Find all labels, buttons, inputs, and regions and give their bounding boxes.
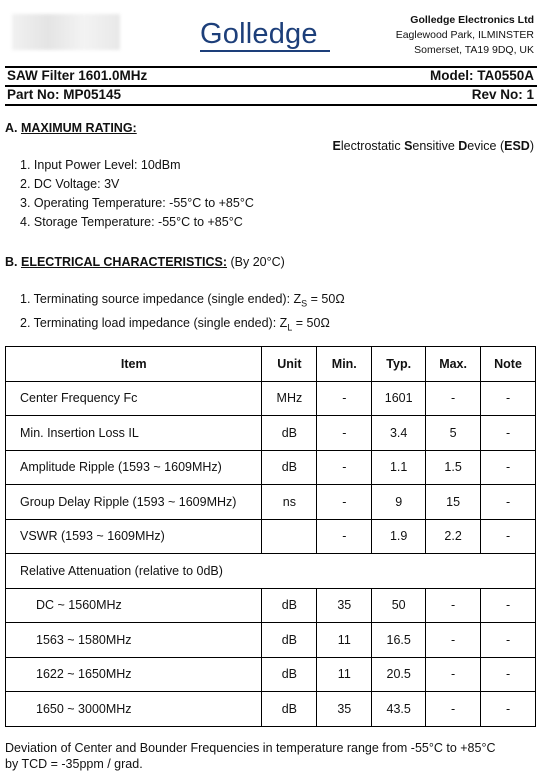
company-name: Golledge Electronics Ltd: [410, 14, 534, 26]
table-cell: -: [481, 519, 536, 554]
table-cell: Amplitude Ripple (1593 ~ 1609MHz): [6, 450, 262, 485]
table-cell: 20.5: [372, 657, 426, 692]
text-fragment: S: [301, 298, 308, 309]
rating-item: 1. Input Power Level: 10dBm: [20, 158, 181, 172]
maximum-rating-list: [20, 156, 254, 232]
table-cell: -: [426, 692, 481, 727]
rating-item: 4. Storage Temperature: -55°C to +85°C: [20, 215, 243, 229]
table-cell: -: [481, 485, 536, 520]
text-fragment: evice (: [467, 139, 505, 153]
table-cell: 1563 ~ 1580MHz: [6, 623, 262, 658]
table-row: [6, 588, 536, 623]
header-unit: Unit: [262, 347, 317, 382]
section-a-heading: A. MAXIMUM RATING:: [5, 121, 137, 135]
logo-underline: [200, 50, 330, 52]
text-fragment: = 50Ω: [292, 315, 330, 330]
table-cell: -: [426, 623, 481, 658]
text-fragment: D: [458, 139, 468, 153]
address-line-2: Somerset, TA19 9DQ, UK: [414, 44, 534, 56]
table-cell: -: [317, 381, 372, 416]
table-cell: 43.5: [372, 692, 426, 727]
header-typ: Typ.: [372, 347, 426, 382]
table-cell: -: [317, 416, 372, 451]
table-cell: 11: [317, 657, 372, 692]
table-cell: -: [481, 657, 536, 692]
impedance-item: [20, 290, 345, 314]
table-cell: Center Frequency Fc: [6, 381, 262, 416]
section-b-heading: B. ELECTRICAL CHARACTERISTICS: (By 20°C): [5, 255, 285, 269]
header-divider-bottom: [5, 104, 537, 106]
table-cell: -: [426, 381, 481, 416]
table-cell: 1650 ~ 3000MHz: [6, 692, 262, 727]
header-note: Note: [481, 347, 536, 382]
text-fragment: 1. Terminating source impedance (single ended): Z: [20, 292, 302, 306]
product-title: SAW Filter 1601.0MHz: [7, 68, 148, 83]
golledge-logo: Golledge: [200, 18, 318, 50]
table-cell: 1.1: [372, 450, 426, 485]
table-cell: -: [481, 623, 536, 658]
table-cell: 1601: [372, 381, 426, 416]
table-row: [6, 381, 536, 416]
table-cell: 35: [317, 692, 372, 727]
table-cell: ns: [262, 485, 317, 520]
table-cell: 1622 ~ 1650MHz: [6, 657, 262, 692]
title-row: [7, 68, 534, 83]
table-cell: 11: [317, 623, 372, 658]
table-cell: 3.4: [372, 416, 426, 451]
table-cell: -: [317, 485, 372, 520]
rating-item: 3. Operating Temperature: -55°C to +85°C: [20, 196, 254, 210]
table-cell: 5: [426, 416, 481, 451]
text-fragment: 2. Terminating load impedance (single ended): Z: [20, 315, 288, 330]
table-cell: -: [317, 519, 372, 554]
text-fragment: ensitive: [412, 139, 459, 153]
table-cell: DC ~ 1560MHz: [6, 588, 262, 623]
relative-attenuation-label: Relative Attenuation (relative to 0dB): [6, 554, 536, 589]
table-cell: 1.9: [372, 519, 426, 554]
section-b-title: ELECTRICAL CHARACTERISTICS:: [20, 255, 228, 269]
table-cell: [262, 519, 317, 554]
section-a-title: MAXIMUM RATING:: [20, 121, 137, 135]
text-fragment: E: [332, 139, 341, 153]
table-cell: 1.5: [426, 450, 481, 485]
table-cell: dB: [262, 450, 317, 485]
text-fragment: ): [529, 139, 534, 153]
table-cell: 16.5: [372, 623, 426, 658]
table-row: [6, 485, 536, 520]
blurred-logo: [12, 14, 120, 50]
table-cell: -: [481, 381, 536, 416]
table-row: [6, 416, 536, 451]
table-cell: -: [481, 416, 536, 451]
company-address: [396, 13, 534, 58]
table-cell: dB: [262, 623, 317, 658]
impedance-list: [20, 290, 345, 337]
table-row: [6, 657, 536, 692]
header-min: Min.: [317, 347, 372, 382]
address-line-1: Eaglewood Park, ILMINSTER: [395, 29, 534, 41]
table-cell: -: [481, 588, 536, 623]
table-cell: 9: [372, 485, 426, 520]
table-cell: dB: [262, 588, 317, 623]
table-cell: 2.2: [426, 519, 481, 554]
header-item: Item: [6, 347, 262, 382]
impedance-item: [20, 314, 345, 338]
table-cell: -: [426, 588, 481, 623]
part-row: [7, 87, 534, 102]
text-fragment: S: [404, 139, 413, 153]
table-cell: dB: [262, 692, 317, 727]
part-number: Part No: MP05145: [7, 87, 122, 102]
text-fragment: L: [287, 322, 293, 332]
table-cell: VSWR (1593 ~ 1609MHz): [6, 519, 262, 554]
temperature-deviation-note: Deviation of Center and Bounder Frequencies in temperature range from -55°C to +85°C by TCD = -35ppm / grad.: [5, 741, 496, 771]
text-fragment: lectrostatic: [340, 139, 405, 153]
table-cell: Group Delay Ripple (1593 ~ 1609MHz): [6, 485, 262, 520]
text-fragment: = 50Ω: [307, 292, 345, 306]
table-cell: -: [481, 692, 536, 727]
characteristics-table: [5, 346, 536, 727]
table-header-row: [6, 347, 536, 382]
table-row: [6, 519, 536, 554]
table-cell: -: [481, 450, 536, 485]
header-max: Max.: [426, 347, 481, 382]
table-group-row: [6, 554, 536, 589]
table-cell: -: [317, 450, 372, 485]
esd-label: [333, 139, 535, 153]
rating-item: 2. DC Voltage: 3V: [20, 177, 120, 191]
table-cell: MHz: [262, 381, 317, 416]
table-cell: dB: [262, 416, 317, 451]
section-b-note: (By 20°C): [227, 255, 285, 269]
table-cell: dB: [262, 657, 317, 692]
table-cell: 15: [426, 485, 481, 520]
table-cell: Min. Insertion Loss IL: [6, 416, 262, 451]
table-cell: 35: [317, 588, 372, 623]
table-row: [6, 692, 536, 727]
model-number: Model: TA0550A: [429, 68, 534, 83]
table-cell: -: [426, 657, 481, 692]
text-fragment: ESD: [504, 139, 530, 153]
revision-number: Rev No: 1: [471, 87, 534, 102]
table-row: [6, 450, 536, 485]
table-cell: 50: [372, 588, 426, 623]
table-row: [6, 623, 536, 658]
